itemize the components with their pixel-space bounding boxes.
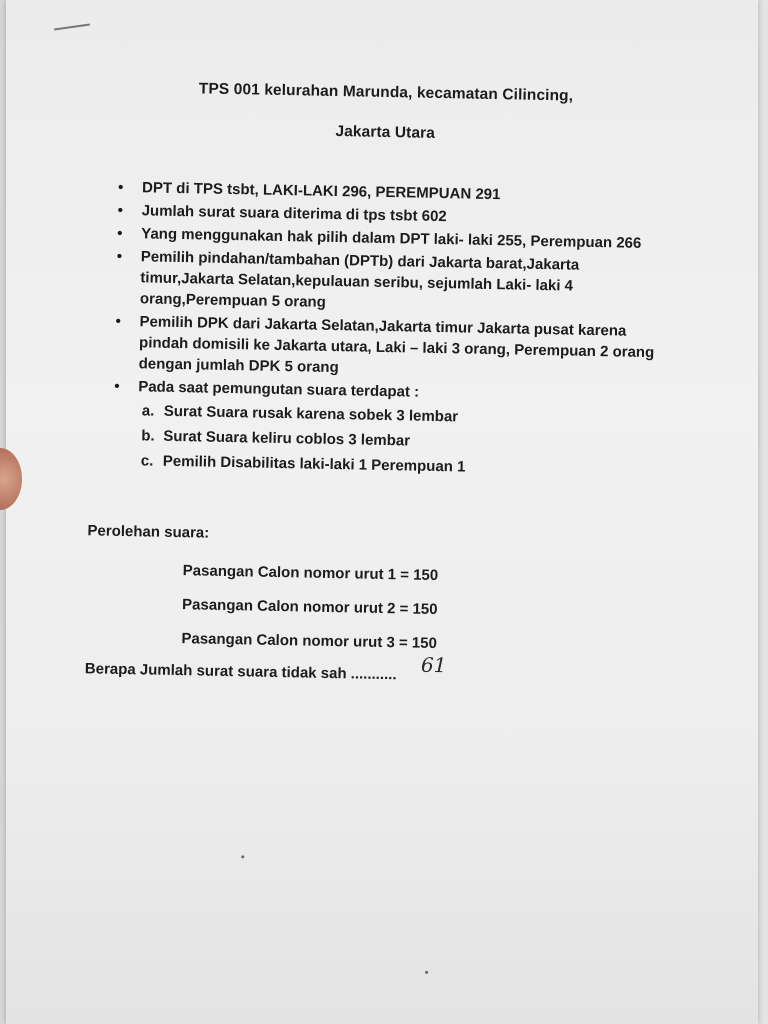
- candidate-result-row: Pasangan Calon nomor urut 1 = 150: [182, 562, 439, 585]
- paper-speck: [425, 971, 428, 974]
- bullet-text: Pemilih DPK dari Jakarta Selatan,Jakarta timur Jakarta pusat karena pindah domisili ke Jakarta utara, Laki – laki 3 orang, Perempuan 2 orang dengan jumlah DPK 5 orang: [138, 313, 655, 377]
- sub-list: [137, 400, 672, 481]
- paper-speck: [241, 855, 244, 858]
- bullet-list: [111, 177, 677, 486]
- bullet-dot: •: [114, 377, 120, 395]
- document-title-line1: TPS 001 kelurahan Marunda, kecamatan Cilincing,: [198, 80, 574, 105]
- bullet-item: [113, 311, 674, 385]
- vote-results-heading: Perolehan suara:: [87, 522, 210, 542]
- bullet-dot: •: [116, 247, 123, 265]
- bullet-text: Yang menggunakan hak pilih dalam DPT laki- laki 255, Perempuan 266: [141, 225, 642, 252]
- candidate-results: [181, 560, 438, 667]
- bullet-text: DPT di TPS tsbt, LAKI-LAKI 296, PEREMPUAN 291: [141, 179, 501, 204]
- bullet-item: [114, 246, 675, 320]
- bullet-item: [111, 376, 673, 482]
- document-title-line2: Jakarta Utara: [335, 123, 436, 142]
- sub-item-letter: c.: [140, 452, 154, 470]
- sub-item-letter: b.: [141, 427, 155, 445]
- bullet-text: Pada saat pemungutan suara terdapat :: [138, 378, 420, 401]
- invalid-ballots-question: Berapa Jumlah surat suara tidak sah ...........: [84, 660, 397, 684]
- sub-item-text: Surat Suara rusak karena sobek 3 lembar: [163, 402, 459, 426]
- candidate-result-row: Pasangan Calon nomor urut 2 = 150: [181, 596, 438, 619]
- bullet-dot: •: [117, 224, 123, 242]
- bullet-text: Pemilih pindahan/tambahan (DPTb) dari Jakarta barat,Jakarta timur,Jakarta Selatan,kepulauan seribu, sejumlah Laki- laki 4 orang,Perempuan 5 orang: [139, 248, 580, 311]
- handwritten-answer: 61: [420, 652, 447, 678]
- bullet-dot: •: [115, 312, 121, 330]
- paper-sheet: [6, 0, 758, 1024]
- bullet-dot: •: [117, 178, 124, 196]
- sub-item-text: Surat Suara keliru coblos 3 lembar: [163, 427, 411, 450]
- sub-item-letter: a.: [141, 402, 155, 420]
- sub-item-text: Pemilih Disabilitas laki-laki 1 Perempuan 1: [162, 452, 466, 476]
- bullet-text: Jumlah surat suara diterima di tps tsbt 602: [141, 202, 447, 226]
- bullet-dot: •: [117, 201, 124, 219]
- candidate-result-row: Pasangan Calon nomor urut 3 = 150: [181, 630, 438, 653]
